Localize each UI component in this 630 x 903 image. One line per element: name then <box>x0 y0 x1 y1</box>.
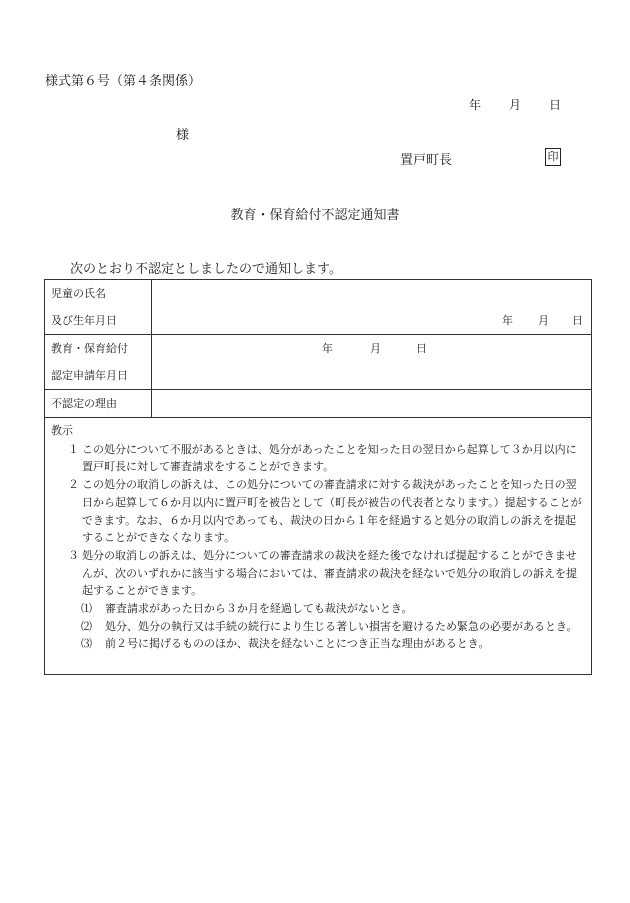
note-number: ２ <box>68 478 79 492</box>
label-cell <box>45 280 152 335</box>
issuer-name: 置戸町長 <box>400 153 453 168</box>
seal-mark: 印 <box>545 148 561 166</box>
subitem-number: ⑴ <box>81 602 92 616</box>
application-date-field[interactable] <box>152 335 592 390</box>
note-number: ３ <box>68 548 79 562</box>
label-cell <box>45 390 152 418</box>
subitem-text: 前２号に掲げるもののほか、裁決を経ないことにつき正当な理由があるとき。 <box>105 637 490 651</box>
subitem-text: 処分、処分の執行又は手続の続行により生じる著しい損害を避けるため緊急の必要があるとき。 <box>105 619 578 633</box>
form-table <box>44 279 592 675</box>
note-text: この処分について不服があるときは、処分があったことを知った日の翌日から起算して３か月以内に置戸町長に対して審査請求をすることができます。 <box>82 442 577 474</box>
table-row-notes <box>45 418 592 675</box>
month-label: 月 <box>370 342 381 355</box>
form-number: 様式第６号（第４条関係） <box>45 74 202 89</box>
addressee-suffix: 様 <box>176 128 190 143</box>
notes-cell <box>45 418 592 675</box>
note-item <box>51 476 585 547</box>
application-label-line2: 認定申請年月日 <box>51 369 128 382</box>
application-date <box>322 340 427 356</box>
document-title: 教育・保育給付不認定通知書 <box>230 208 400 223</box>
table-row-reason <box>45 390 592 418</box>
note-subitem <box>51 618 585 636</box>
note-subitem <box>51 635 585 653</box>
subitem-text: 審査請求があった日から３か月を経過しても裁決がないとき。 <box>105 602 413 616</box>
birthdate-label: 及び生年月日 <box>51 314 117 327</box>
day-label: 日 <box>572 314 583 327</box>
year-label: 年 <box>502 314 513 327</box>
child-name-label: 児童の氏名 <box>51 287 106 300</box>
note-text: 処分の取消しの訴えは、処分についての審査請求の裁決を経た後でなければ提起することができませんが、次のいずれかに該当する場合においては、審査請求の裁決を経ないで処分の取消しの訴えを提起することができます。 <box>82 548 577 598</box>
note-text: この処分の取消しの訴えは、この処分についての審査請求に対する裁決があったことを知った日の翌日から起算して６か月以内に置戸町を被告として（町長が被告の代表者となります。）提起することができます。なお、６か月以内であっても、裁決の日から１年を経過すると処分の取消しの訴えを提起することができなくなります。 <box>82 478 582 545</box>
note-item <box>51 441 585 476</box>
note-subitem <box>51 600 585 618</box>
reason-label: 不認定の理由 <box>51 397 117 410</box>
reason-field[interactable] <box>152 390 592 418</box>
month-label: 月 <box>509 98 522 112</box>
notes-heading: 教示 <box>51 424 73 437</box>
day-label: 日 <box>549 98 562 112</box>
child-info-field[interactable] <box>152 280 592 335</box>
table-row-child-info <box>45 280 592 335</box>
year-label: 年 <box>469 98 482 112</box>
note-number: １ <box>68 442 79 456</box>
application-label-line1: 教育・保育給付 <box>51 342 128 355</box>
intro-text: 次のとおり不認定としましたので通知します。 <box>70 262 342 277</box>
day-label: 日 <box>416 342 427 355</box>
subitem-number: ⑵ <box>81 619 92 633</box>
subitem-number: ⑶ <box>81 637 92 651</box>
birthdate-field <box>502 312 583 328</box>
note-item <box>51 547 585 600</box>
issue-date <box>469 96 561 113</box>
table-row-application-date <box>45 335 592 390</box>
label-cell <box>45 335 152 390</box>
year-label: 年 <box>322 342 333 355</box>
month-label: 月 <box>538 314 549 327</box>
